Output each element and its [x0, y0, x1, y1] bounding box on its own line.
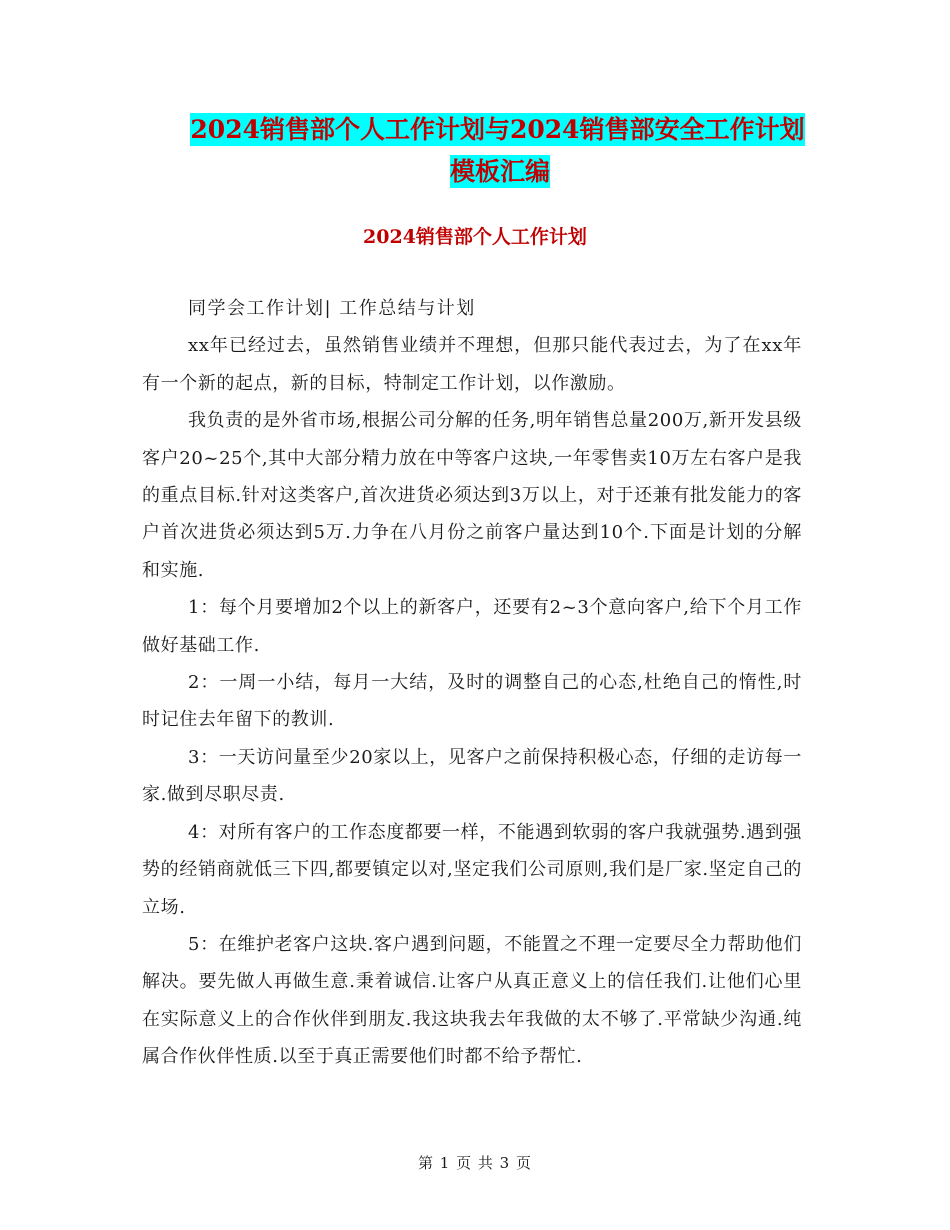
paragraph: 2：一周一小结，每月一大结，及时的调整自己的心态,杜绝自己的惰性,时时记住去年留下的教训. [142, 672, 802, 731]
paragraph: 1：每个月要增加2个以上的新客户，还要有2~3个意向客户,给下个月工作做好基础工作. [142, 597, 802, 656]
paragraph: 5：在维护老客户这块.客户遇到问题，不能置之不理一定要尽全力帮助他们解决。要先做人再做生意.秉着诚信.让客户从真正意义上的信任我们.让他们心里在实际意义上的合作伙伴到朋友.我这块我去年我做的太不够了.平常缺少沟通.纯属合作伙伴性质.以至于真正需要他们时都不给予帮忙. [142, 933, 802, 1068]
paragraph: 同学会工作计划| 工作总结与计划 [188, 298, 476, 319]
paragraph: xx年已经过去，虽然销售业绩并不理想，但那只能代表过去，为了在xx年有一个新的起点，新的目标，特制定工作计划，以作激励。 [142, 335, 802, 394]
paragraph: 4：对所有客户的工作态度都要一样，不能遇到软弱的客户我就强势.遇到强势的经销商就低三下四,都要镇定以对,坚定我们公司原则,我们是厂家.坚定自己的立场. [142, 821, 802, 918]
document-body [142, 290, 802, 1076]
document-title-line1: 2024销售部个人工作计划与2024销售部安全工作计划 [190, 115, 805, 144]
section-title: 2024销售部个人工作计划 [363, 226, 587, 248]
paragraph: 我负责的是外省市场,根据公司分解的任务,明年销售总量200万,新开发县级客户20~25个,其中大部分精力放在中等客户这块,一年零售卖10万左右客户是我的重点目标.针对这类客户,首次进货必须达到3万以上，对于还兼有批发能力的客户首次进货必须达到5万.力争在八月份之前客户量达到10个.下面是计划的分解和实施. [142, 410, 802, 581]
paragraph: 3：一天访问量至少20家以上，见客户之前保持积极心态，仔细的走访每一家.做到尽职尽责. [142, 746, 802, 806]
page-footer: 第 1 页 共 3 页 [418, 1154, 532, 1172]
document-title-line2: 模板汇编 [449, 157, 550, 186]
